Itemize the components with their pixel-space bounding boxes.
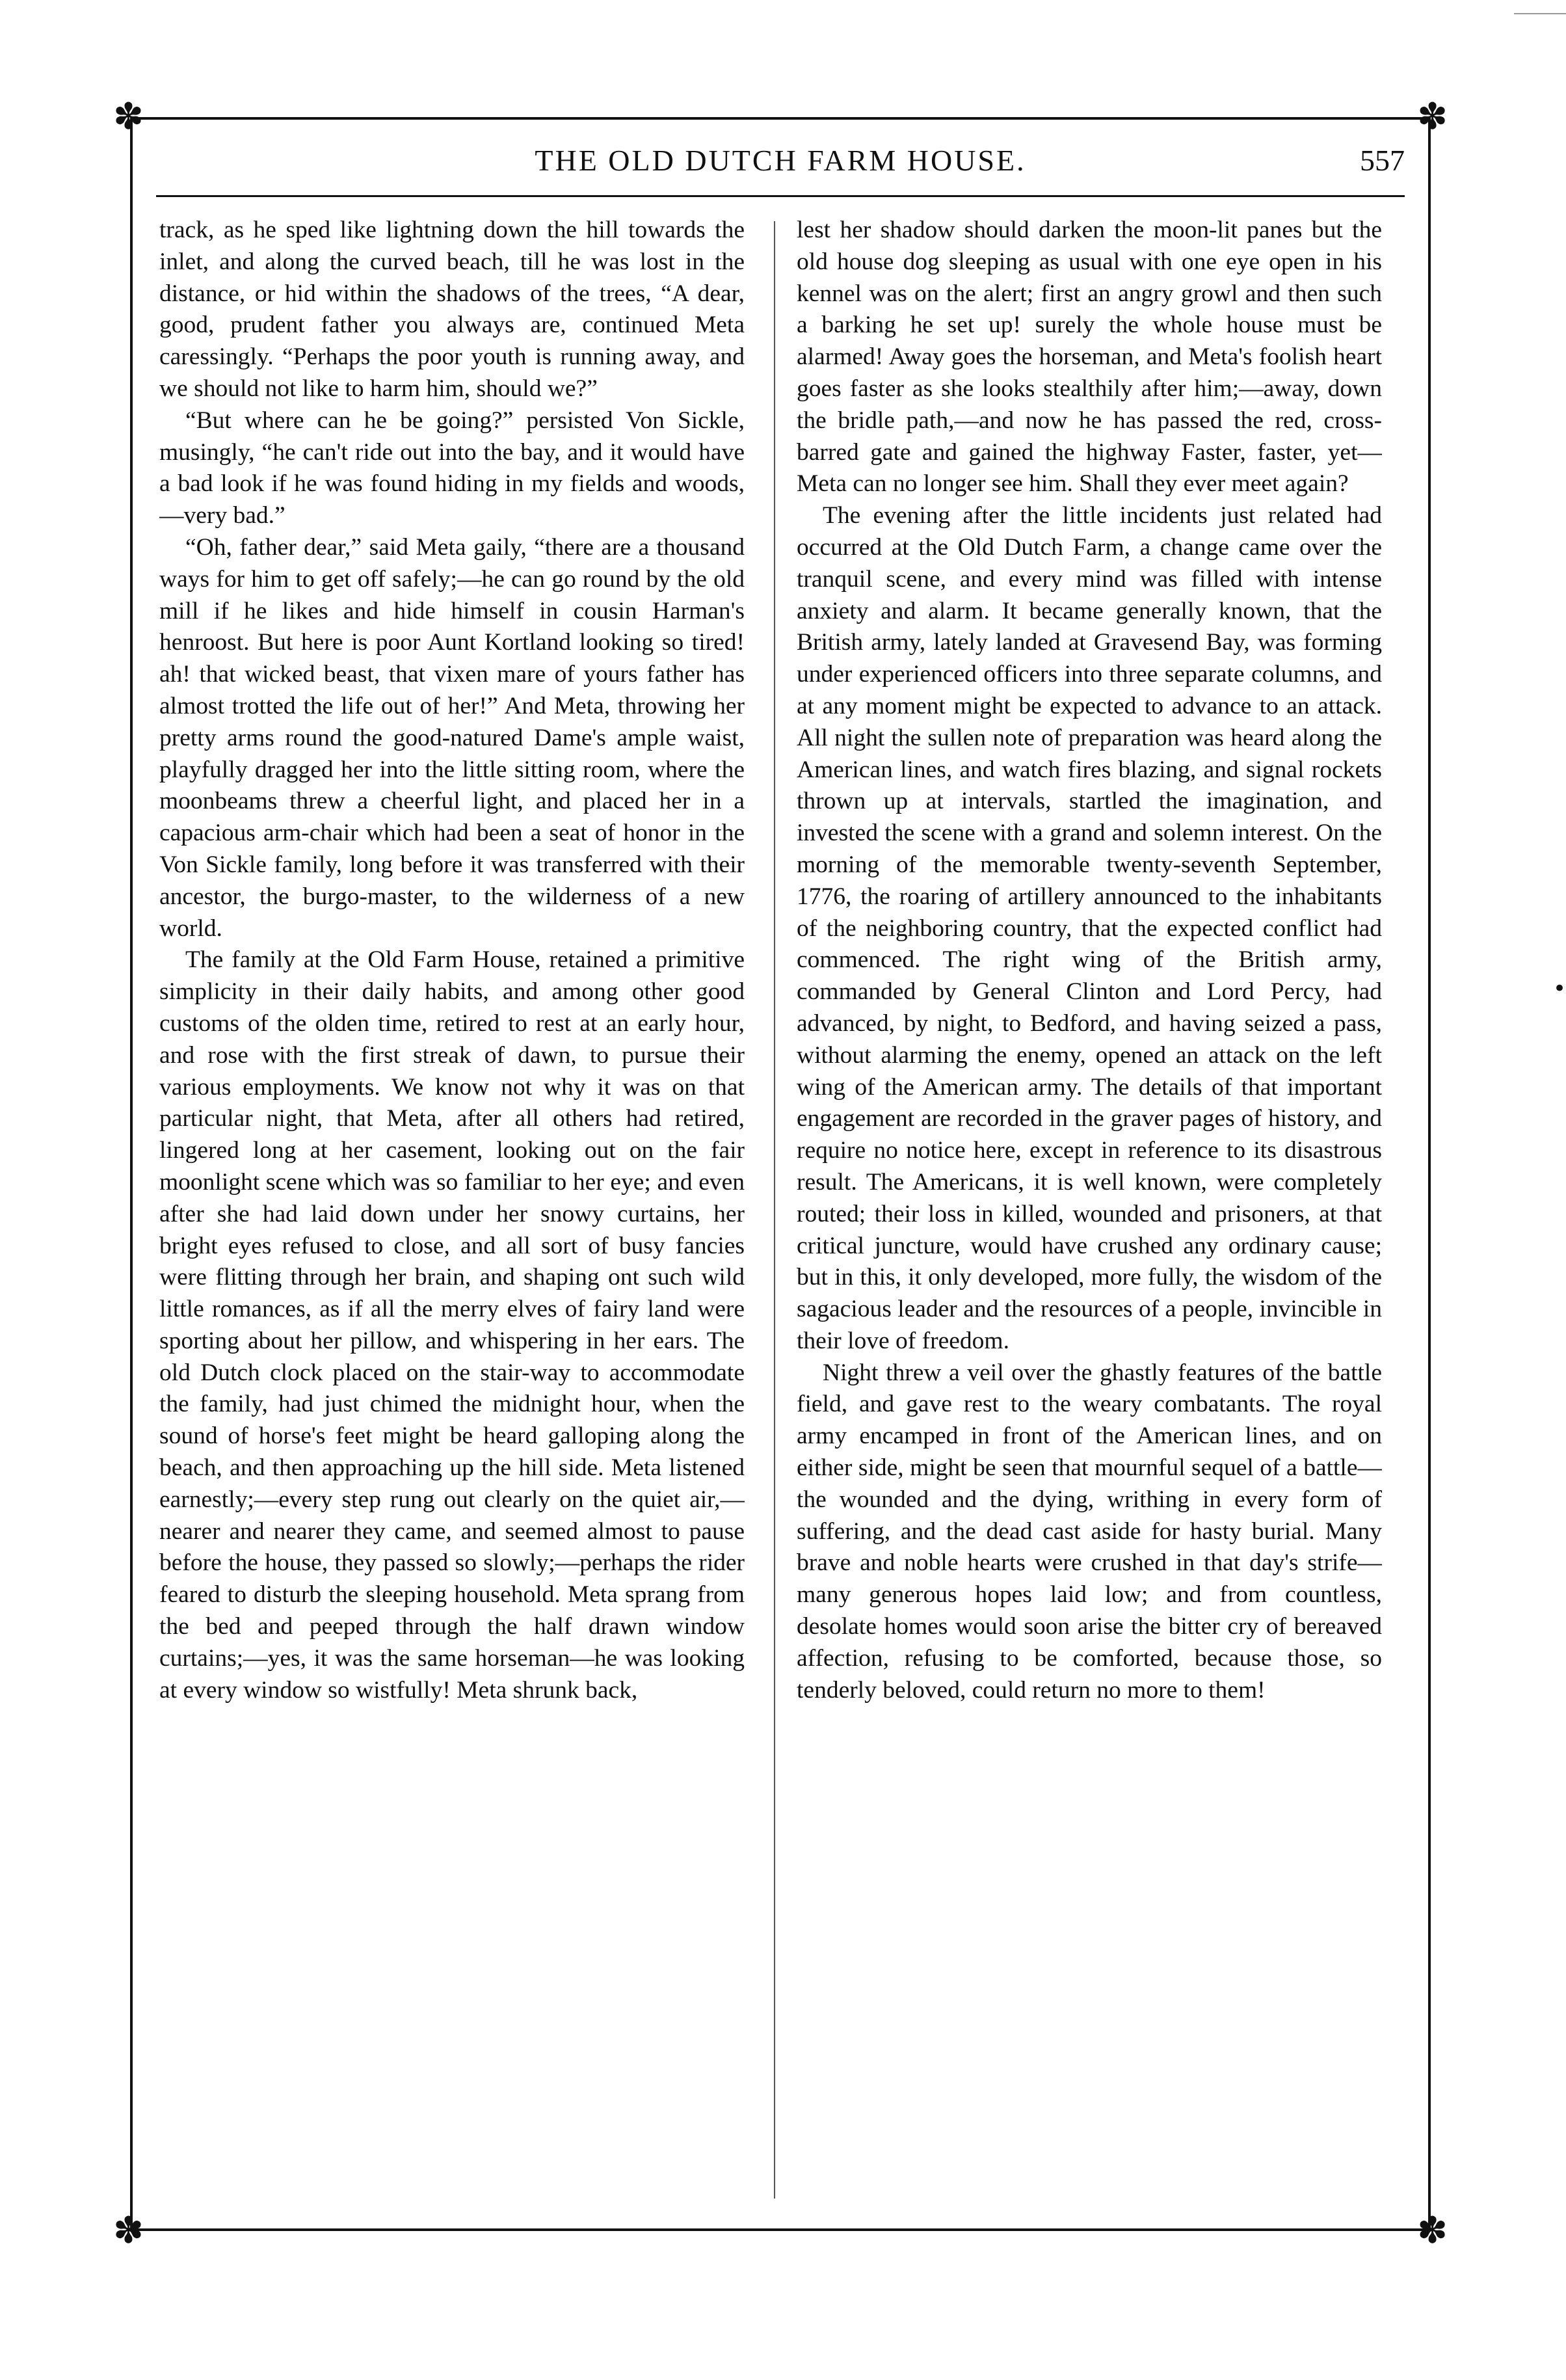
text-column-right <box>797 215 1382 2205</box>
paragraph: lest her shadow should darken the moon-lit panes but the old house dog sleeping as usual with one eye open in his kennel was on the alert; first an angry growl and then such a barking he set up! surely the whole house must be alarmed! Away goes the horseman, and Meta's foolish heart goes faster as she looks stealthily after him;—away, down the bridle path,—and now he has passed the red, cross-barred gate and gained the highway Faster, faster, yet—Meta can no longer see him. Shall they ever meet again? <box>797 217 1382 498</box>
page-title: THE OLD DUTCH FARM HOUSE. <box>535 144 1026 177</box>
edge-mark <box>1514 13 1566 14</box>
header-rule <box>156 195 1405 197</box>
text-column-left <box>159 215 745 2205</box>
border-right <box>1428 117 1431 2231</box>
paragraph: The evening after the little incidents just related had occurred at the Old Dutch Farm, a change came over the tranquil scene, and every mind was filled with intense anxiety and alarm. It became generally known, that the British army, lately landed at Gravesend Bay, was forming under experienced officers into three separate columns, and at any moment might be expected to advance to an attack. All night the sullen note of preparation was heard along the American lines, and watch fires blazing, and signal rockets thrown up at intervals, startled the imagination, and invested the scene with a grand and solemn interest. On the morning of the memorable twenty-seventh September, 1776, the roaring of artillery announced to the inhabitants of the neighboring country, that the expected conflict had commenced. The right wing of the British army, commanded by General Clinton and Lord Percy, had advanced, by night, to Bedford, and having seized a pass, without alarming the enemy, opened an attack on the left wing of the American army. The details of that important engagement are recorded in the graver pages of history, and require no notice here, except in reference to its disastrous result. The Americans, it is well known, were completely routed; their loss in killed, wounded and prisoners, at that critical juncture, would have crushed any ordinary cause; but in this, it only developed, more fully, the wisdom of the sagacious leader and the resources of a people, invincible in their love of freedom. <box>797 502 1382 1354</box>
border-bottom <box>130 2228 1431 2231</box>
running-head <box>143 143 1418 195</box>
paragraph: track, as he sped like lightning down the hill towards the inlet, and along the curved beach, till he was lost in the distance, or hid within the shadows of the trees, “A dear, good, prudent father you always are, continued Meta caressingly. “Perhaps the poor youth is running away, and we should not like to harm him, should we?” <box>159 217 745 402</box>
border-left <box>130 117 133 2231</box>
edge-ornament-icon: • <box>1552 976 1566 1002</box>
paragraph: Night threw a veil over the ghastly features of the battle field, and gave rest to the weary combatants. The royal army encamped in front of the American lines, and on either side, might be seen that mournful sequel of a battle—the wounded and the dying, writhing in every form of suffering, and the dead cast aside for hasty burial. Many brave and noble hearts were crushed in that day's strife—many generous hopes laid low; and from countless, desolate homes would soon arise the bitter cry of bereaved affection, refusing to be comforted, because those, so tenderly beloved, could return no more to them! <box>797 1359 1382 1704</box>
corner-ornament-icon: ✽ <box>1417 2210 1448 2252</box>
page-number: 557 <box>1360 144 1405 177</box>
corner-ornament-icon: ✽ <box>113 96 144 138</box>
border-top <box>130 117 1431 120</box>
corner-ornament-icon: ✽ <box>1417 96 1448 138</box>
paragraph: “But where can he be going?” persisted Von Sickle, musingly, “he can't ride out into the bay, and it would have a bad look if he was found hiding in my fields and woods,—very bad.” <box>159 407 745 529</box>
column-divider <box>774 221 775 2199</box>
paragraph: The family at the Old Farm House, retained a primitive simplicity in their daily habits, and among other good customs of the olden time, retired to rest at an early hour, and rose with the first streak of dawn, to pursue their various employments. We know not why it was on that particular night, that Meta, after all others had retired, lingered long at her casement, looking out on the fair moonlight scene which was so familiar to her eye; and even after she had laid down under her snowy curtains, her bright eyes refused to close, and all sort of busy fancies were flitting through her brain, and shaping ont such wild little romances, as if all the merry elves of fairy land were sporting about her pillow, and whispering in her ears. The old Dutch clock placed on the stair-way to accommodate the family, had just chimed the midnight hour, when the sound of horse's feet might be heard galloping along the beach, and then approaching up the hill side. Meta listened earnestly;—every step rung out clearly on the quiet air,—nearer and nearer they came, and seemed almost to pause before the house, they passed so slowly;—perhaps the rider feared to disturb the sleeping household. Meta sprang from the bed and peeped through the half drawn window curtains;—yes, it was the same horseman—he was looking at every window so wistfully! Meta shrunk back, <box>159 946 745 1704</box>
corner-ornament-icon: ✽ <box>113 2210 144 2252</box>
paragraph: “Oh, father dear,” said Meta gaily, “there are a thousand ways for him to get off safely;—he can go round by the old mill if he likes and hide himself in cousin Harman's henroost. But here is poor Aunt Kortland looking so tired! ah! that wicked beast, that vixen mare of yours father has almost trotted the life out of her!” And Meta, throwing her pretty arms round the good-natured Dame's ample waist, playfully dragged her into the little sitting room, where the moonbeams threw a cheerful light, and placed her in a capacious arm-chair which had been a seat of honor in the Von Sickle family, long before it was transferred with their ancestor, the burgo-master, to the wilderness of a new world. <box>159 533 745 942</box>
